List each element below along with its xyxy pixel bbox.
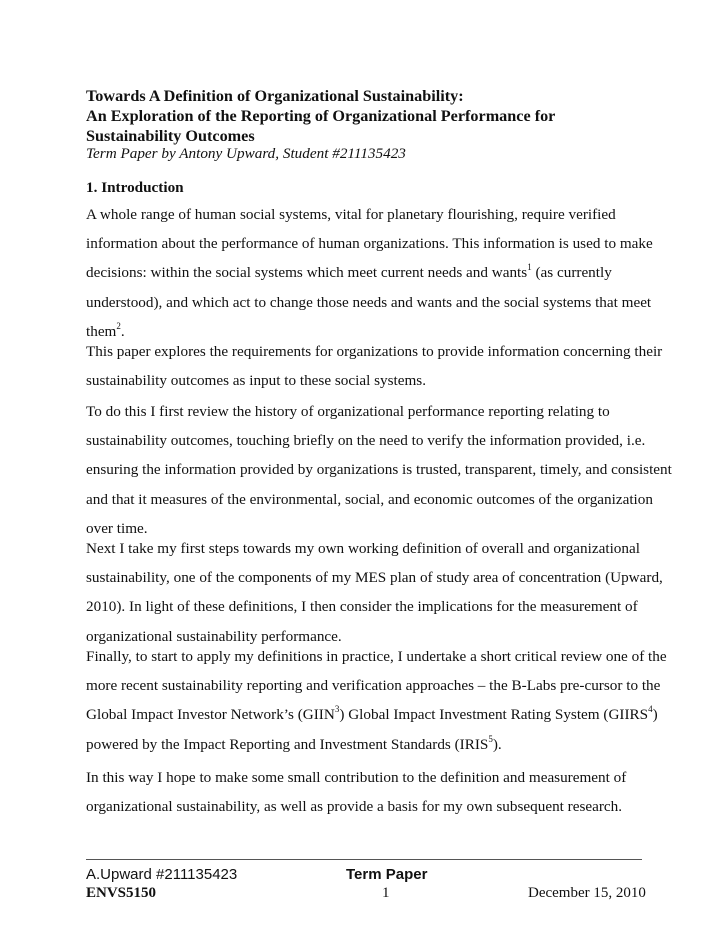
footer-author: A.Upward #211135423 (86, 866, 238, 883)
footer-divider (86, 859, 642, 860)
text-line: more recent sustainability reporting and verification approaches – the B-Labs pre-cursor to the (86, 677, 661, 695)
text-line (86, 258, 646, 287)
text-span: ) Global Impact Investment Rating System (GIIRS (339, 706, 649, 724)
footnote-ref-4[interactable]: 4 (648, 704, 653, 715)
text-line: Finally, to start to apply my definitions in practice, I undertake a short critical review one of the (86, 648, 667, 665)
text-line (86, 730, 646, 759)
text-line: Next I take my first steps towards my own working definition of overall and organizational (86, 540, 640, 557)
text-line: information about the performance of human organizations. This information is used to make (86, 235, 653, 253)
text-span: ) (652, 706, 658, 724)
text-line: In this way I hope to make some small contribution to the definition and measurement of (86, 769, 627, 786)
text-line: organizational sustainability, as well as provide a basis for my own subsequent research. (86, 798, 623, 816)
text-line: sustainability outcomes, touching briefly on the need to verify the information provided, i.e. (86, 432, 646, 450)
footer-doc-type: Term Paper (346, 866, 428, 883)
text-line: understood), and which act to change those needs and wants and the social systems that meet (86, 293, 652, 311)
text-line: 2010). In light of these definitions, I then consider the implications for the measurement of (86, 598, 638, 616)
paper-title (86, 86, 686, 146)
page-number: 1 (382, 885, 390, 901)
text-line: and that it measures of the environmental, social, and economic outcomes of the organization (86, 490, 653, 508)
text-span: . (120, 322, 125, 340)
paragraph-5 (86, 642, 667, 759)
paragraph-4 (86, 534, 663, 651)
paragraph-6 (86, 763, 646, 821)
text-line: over time. (86, 519, 148, 537)
text-span: powered by the Impact Reporting and Investment Standards (IRIS (86, 735, 489, 753)
paper-subtitle: Term Paper by Antony Upward, Student #211135423 (86, 145, 406, 162)
text-line: sustainability, one of the components of my MES plan of study area of concentration (Upward, (86, 569, 663, 587)
text-span: Global Impact Investor Network’s (GIIN (86, 706, 335, 724)
text-span: ). (492, 735, 502, 753)
title-line: Towards A Definition of Organizational Sustainability: (86, 87, 464, 105)
text-span: (as currently (531, 264, 612, 282)
text-line: A whole range of human social systems, vital for planetary flourishing, require verified (86, 206, 616, 223)
footer-date: December 15, 2010 (528, 885, 646, 901)
title-line: Sustainability Outcomes (86, 127, 255, 145)
footer-course: ENVS5150 (86, 885, 157, 901)
footnote-ref-3[interactable]: 3 (334, 704, 340, 715)
footnote-ref-5[interactable]: 5 (488, 733, 493, 744)
section-heading: 1. Introduction (86, 179, 184, 196)
paragraph-2 (86, 337, 663, 395)
title-line: An Exploration of the Reporting of Organizational Performance for (86, 107, 556, 125)
footnote-ref-1[interactable]: 1 (527, 262, 532, 273)
text-line (86, 700, 658, 729)
text-span: decisions: within the social systems which meet current needs and wants (86, 264, 528, 282)
paragraph-3 (86, 397, 672, 543)
paragraph-1 (86, 200, 653, 346)
text-line: This paper explores the requirements for organizations to provide information concerning their (86, 343, 663, 360)
text-line: ensuring the information provided by organizations is trusted, transparent, timely, and consistent (86, 461, 672, 479)
text-line: sustainability outcomes as input to these social systems. (86, 372, 426, 390)
text-line: organizational sustainability performance. (86, 627, 342, 645)
footnote-ref-2[interactable]: 2 (116, 320, 121, 331)
text-span: them (86, 322, 117, 340)
text-line: To do this I first review the history of organizational performance reporting relating to (86, 403, 610, 420)
